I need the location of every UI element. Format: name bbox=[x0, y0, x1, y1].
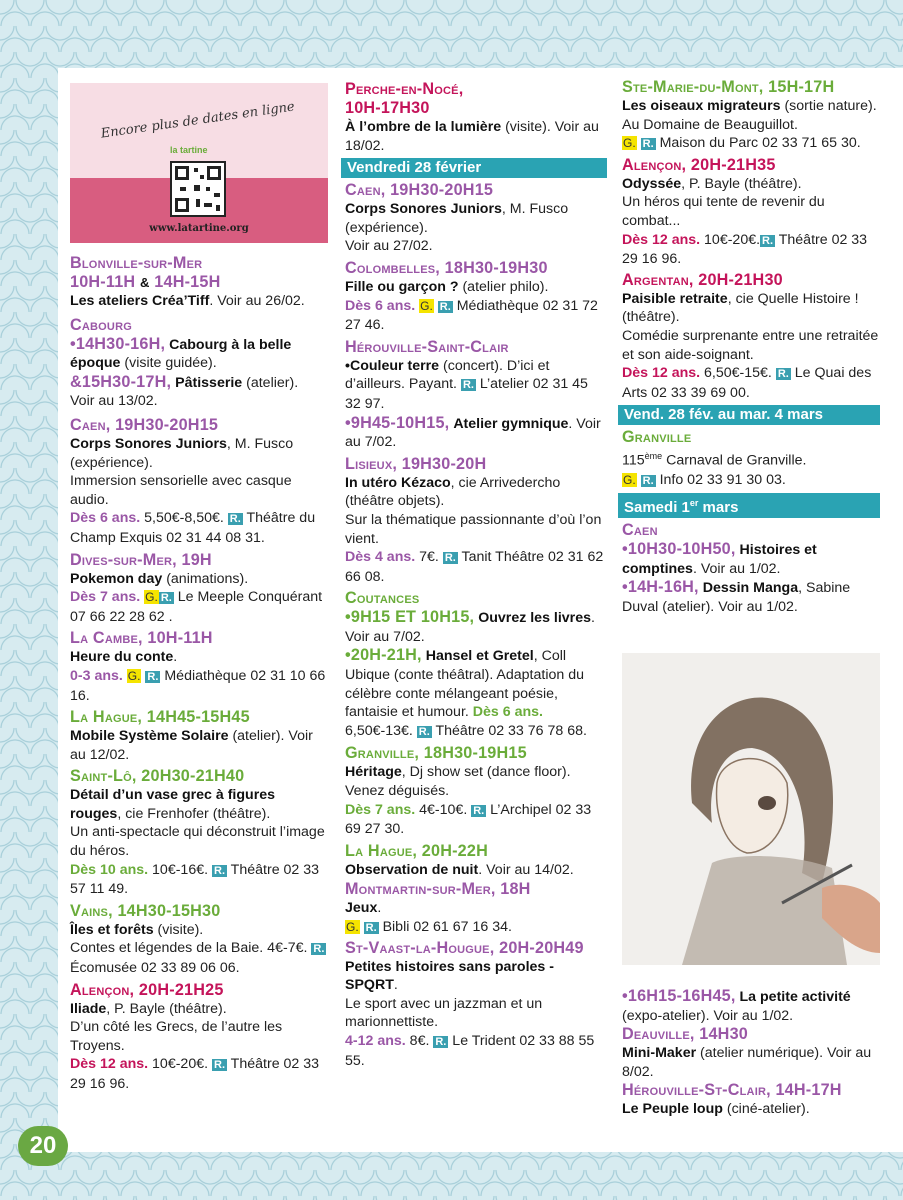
city-heading: Alençon, 20H-21H25 bbox=[70, 980, 224, 999]
event-title: Petites histoires sans paroles - SPQRT bbox=[345, 958, 554, 994]
age-label: Dès 7 ans. bbox=[70, 589, 141, 606]
time: •10H30-10H50, bbox=[622, 540, 736, 559]
venue: L’Archipel 02 33 69 27 30. bbox=[345, 801, 592, 838]
price: 7€. bbox=[415, 549, 439, 566]
price: 6,50€-13€. bbox=[345, 722, 413, 739]
superscript: er bbox=[689, 498, 699, 509]
price: 10€-20€. bbox=[700, 231, 761, 248]
event-text: D’un côté les Grecs, de l’autre les Troyens. bbox=[70, 1019, 283, 1054]
time: •16H15-16H45, bbox=[622, 987, 736, 1005]
date-band-saturday bbox=[618, 493, 880, 518]
event-deauville bbox=[622, 1025, 880, 1081]
reservation-badge: R. bbox=[777, 368, 789, 381]
city-heading: Coutances bbox=[345, 589, 420, 608]
free-badge: G. bbox=[127, 668, 141, 683]
venue: L’atelier 02 31 45 32 97. bbox=[345, 376, 588, 412]
manga-drawing-image bbox=[622, 653, 880, 965]
city-heading: Caen, 19H30-20H15 bbox=[70, 415, 219, 434]
city-heading: St-Vaast-la-Hougue, 20H-20H49 bbox=[345, 938, 584, 957]
event-title: Corps Sonores Juniors bbox=[70, 435, 227, 452]
city-heading: Hérouville-Saint-Clair bbox=[345, 337, 509, 356]
reservation-badge: R. bbox=[147, 670, 159, 683]
event-title: À l’ombre de la lumière bbox=[345, 119, 502, 135]
event-title: Iliade bbox=[70, 1000, 107, 1017]
price: 5,50€-8,50€. bbox=[140, 510, 224, 527]
event-title: Mobile Système Solaire bbox=[70, 728, 229, 745]
venue: Écomusée 02 33 89 06 06. bbox=[70, 960, 240, 977]
column-3 bbox=[622, 78, 880, 617]
time: •9H45-10H15, bbox=[345, 413, 450, 432]
event-text: , Coll Ubique (conte théâtral). Adaptation du célèbre conte mélangeant poésie, fantaisie et humour. bbox=[345, 648, 584, 721]
edition-number: 115 bbox=[622, 453, 645, 470]
event-title: Histoires et comptines bbox=[622, 542, 817, 577]
event-text: Contes et légendes de la Baie. 4€-7€. bbox=[70, 940, 308, 957]
city-heading: Granville, 18H30-19H15 bbox=[345, 744, 527, 763]
event-title: Le Peuple loup bbox=[622, 1101, 723, 1118]
time: &15H30-17H, bbox=[70, 372, 172, 391]
event-text: Immersion sensorielle avec casque audio. bbox=[70, 473, 292, 508]
event-title: Pâtisserie bbox=[175, 374, 243, 391]
event-text: , Dj show set (dance floor). Venez déguisés. bbox=[345, 764, 571, 800]
event-text: , cie Arrivedercho (théâtre objets). bbox=[345, 474, 561, 510]
time: •9H15 ET 10H15, bbox=[345, 608, 475, 627]
reservation-badge: R. bbox=[435, 1035, 447, 1048]
event-text: (visite). Voir au 18/02. bbox=[345, 119, 599, 154]
venue: Le Trident 02 33 88 55 55. bbox=[345, 1032, 595, 1069]
event-text: . Voir au 26/02. bbox=[209, 293, 305, 309]
city-heading: Ste-Marie-du-Mont, 15H-17H bbox=[622, 78, 835, 96]
event-title: Cabourg à la belle époque bbox=[70, 336, 292, 372]
event-text: Comédie surprenante entre une retraitée et son aide-soignant. bbox=[622, 327, 879, 363]
venue: Théâtre 02 33 29 16 96. bbox=[622, 231, 868, 268]
venue: Le Meeple Conquérant 07 66 22 28 62 . bbox=[70, 589, 323, 625]
city-heading: Vains, 14H30-15H30 bbox=[70, 901, 221, 920]
event-granville bbox=[345, 744, 607, 838]
venue: Médiathèque 02 31 10 66 16. bbox=[70, 667, 326, 704]
city-heading: La Cambe, 10H-11H bbox=[70, 629, 213, 648]
reservation-badge: R. bbox=[642, 474, 654, 487]
price: 10€-20€. bbox=[148, 1056, 209, 1073]
city-heading: Hérouville-St-Clair, 14H-17H bbox=[622, 1081, 842, 1100]
event-text: (expo-atelier). Voir au 1/02. bbox=[622, 1007, 794, 1024]
event-title: Paisible retraite bbox=[622, 290, 728, 307]
event-title: Héritage bbox=[345, 764, 402, 781]
event-text: , P. Bayle (théâtre). bbox=[681, 175, 802, 192]
event-colombelles bbox=[345, 259, 607, 335]
event-stvaast bbox=[345, 939, 607, 1071]
event-text: Voir au 13/02. bbox=[70, 393, 158, 410]
promo-tagline: Encore plus de dates en ligne bbox=[99, 99, 296, 142]
event-text: . Voir au 7/02. bbox=[345, 415, 601, 451]
event-text: (sortie nature). bbox=[780, 98, 877, 114]
city-heading: Cabourg bbox=[70, 315, 132, 334]
reservation-badge: R. bbox=[439, 300, 451, 313]
reservation-badge: R. bbox=[214, 1059, 225, 1072]
age-label: Dès 12 ans. bbox=[622, 231, 701, 248]
venue: Théâtre 02 33 57 11 49. bbox=[70, 861, 320, 898]
event-dives bbox=[70, 551, 330, 627]
venue: Info 02 33 91 30 03. bbox=[655, 471, 786, 488]
date-band-friday: Vendredi 28 février bbox=[341, 158, 607, 178]
event-title: Les ateliers Créa’Tiff bbox=[70, 293, 210, 309]
venue: Théâtre 02 33 29 16 96. bbox=[70, 1056, 320, 1092]
price: 8€. bbox=[405, 1032, 430, 1049]
event-text: (atelier). Voir au 12/02. bbox=[70, 728, 313, 763]
price: 4€-10€. bbox=[415, 801, 468, 818]
reservation-badge: R. bbox=[642, 138, 654, 151]
event-lacambe bbox=[70, 629, 330, 705]
free-badge: G. bbox=[623, 472, 636, 487]
event-lisieux bbox=[345, 455, 607, 587]
event-herouville bbox=[622, 1081, 880, 1119]
event-text: (atelier). bbox=[242, 374, 299, 391]
event-title: Fille ou garçon ? bbox=[345, 278, 459, 295]
reservation-badge: R. bbox=[214, 864, 225, 877]
city-heading: Montmartin-sur-Mer, 18H bbox=[345, 880, 531, 899]
city-heading: Alençon, 20H-21H35 bbox=[622, 155, 776, 174]
event-text: (atelier numérique). Voir au 8/02. bbox=[622, 1045, 872, 1080]
city-heading: Colombelles, 18H30-19H30 bbox=[345, 258, 548, 277]
event-title: Les oiseaux migrateurs bbox=[622, 98, 781, 114]
price: 6,50€-15€. bbox=[700, 365, 772, 382]
venue: Maison du Parc 02 33 71 65 30. bbox=[655, 135, 861, 152]
event-text: (atelier philo). bbox=[458, 278, 549, 295]
city-heading: Saint-Lô, 20H30-21H40 bbox=[70, 767, 245, 786]
page bbox=[58, 68, 903, 1152]
event-text: Un héros qui tente de revenir du combat... bbox=[622, 194, 825, 229]
event-granville bbox=[622, 428, 880, 490]
event-alencon bbox=[622, 156, 880, 269]
free-badge: G. bbox=[623, 136, 636, 151]
event-caen bbox=[70, 416, 330, 548]
band-text: mars bbox=[698, 499, 739, 517]
event-text: . bbox=[393, 977, 398, 994]
event-text: (animations). bbox=[162, 570, 249, 587]
reservation-badge: R. bbox=[313, 943, 325, 956]
event-title: •Couleur terre bbox=[345, 357, 440, 374]
event-text: (visite guidée). bbox=[120, 355, 217, 372]
city-heading: Lisieux, 19H30-20H bbox=[345, 454, 487, 473]
promo-logo: la tartine bbox=[170, 145, 208, 155]
free-badge: G. bbox=[420, 298, 433, 313]
event-text: . Voir au 14/02. bbox=[478, 861, 574, 878]
event-title: Jeux bbox=[345, 900, 378, 917]
city-heading: Caen bbox=[622, 521, 658, 540]
time: •14H-16H, bbox=[622, 578, 699, 597]
reservation-badge: R. bbox=[160, 592, 172, 605]
event-text: Un anti-spectacle qui déconstruit l’image du héros. bbox=[70, 824, 325, 860]
age-label: Dès 6 ans. bbox=[70, 510, 141, 527]
event-argentan bbox=[622, 271, 880, 403]
event-text: , cie Frenhofer (théâtre). bbox=[117, 805, 271, 822]
event-text: . bbox=[173, 649, 178, 666]
column-3-bottom bbox=[622, 987, 880, 1119]
event-title: Observation de nuit bbox=[345, 861, 479, 878]
event-text: , M. Fusco (expérience). bbox=[70, 435, 294, 471]
age-label: Dès 6 ans. bbox=[345, 297, 416, 314]
age-label: Dès 12 ans. bbox=[622, 365, 701, 382]
event-title: Îles et forêts bbox=[70, 921, 154, 938]
event-title: La petite activité bbox=[739, 989, 851, 1005]
page-number: 20 bbox=[18, 1126, 68, 1166]
event-text: Au Domaine de Beauguillot. bbox=[622, 116, 798, 133]
city-heading: Argentan, 20H-21H30 bbox=[622, 270, 783, 289]
event-blonville bbox=[70, 254, 330, 311]
event-vains bbox=[70, 902, 330, 978]
event-title: Odyssée bbox=[622, 175, 682, 192]
promo-url[interactable]: www.latartine.org bbox=[149, 223, 249, 234]
superscript: ème bbox=[644, 451, 663, 462]
time: •20H-21H, bbox=[345, 646, 422, 665]
age-label: Dès 12 ans. bbox=[70, 1056, 149, 1073]
event-title: In utéro Kézaco bbox=[345, 474, 451, 491]
event-saintlo bbox=[70, 767, 330, 899]
event-title: Ouvrez les livres bbox=[478, 610, 591, 627]
event-text: (concert). D’ici et d’ailleurs. Payant. bbox=[345, 357, 550, 393]
event-stemarie bbox=[622, 78, 880, 154]
promo-banner[interactable] bbox=[70, 83, 328, 243]
event-text: , Sabine Duval (atelier). Voir au 1/02. bbox=[622, 580, 851, 616]
event-text: . Voir au 1/02. bbox=[692, 560, 781, 577]
venue: Médiathèque 02 31 72 27 46. bbox=[345, 297, 598, 334]
age-label: Dès 10 ans. bbox=[70, 861, 149, 878]
event-title: Détail d’un vase grec à figures rouges bbox=[70, 787, 276, 822]
event-text: , cie Quelle Histoire ! (théâtre). bbox=[622, 290, 859, 326]
reservation-badge: R. bbox=[462, 379, 474, 392]
event-lahague bbox=[70, 708, 330, 764]
city-heading: Perche-en-Nocé, bbox=[345, 80, 464, 98]
time: •14H30-16H, bbox=[70, 334, 166, 353]
time: 10H-17H30 bbox=[345, 99, 430, 117]
event-perche bbox=[345, 80, 607, 155]
age-label: Dès 7 ans. bbox=[345, 801, 416, 818]
event-text: (visite). bbox=[153, 921, 204, 938]
age-label: Dès 4 ans. bbox=[345, 549, 416, 566]
qr-code-icon[interactable] bbox=[170, 161, 226, 217]
city-heading: Caen, 19H30-20H15 bbox=[345, 181, 494, 200]
column-2 bbox=[345, 80, 607, 1070]
city-heading: La Hague, 20H-22H bbox=[345, 841, 488, 860]
price: 10€-16€. bbox=[148, 861, 209, 878]
age-label: 4-12 ans. bbox=[345, 1032, 406, 1049]
event-text: Carnaval de Granville. bbox=[662, 453, 807, 470]
event-alencon bbox=[70, 981, 330, 1094]
event-caen bbox=[622, 521, 880, 616]
event-text: Le sport avec un jazzman et un marionnettiste. bbox=[345, 995, 543, 1031]
city-heading: Granville bbox=[622, 428, 692, 447]
city-heading: Deauville, 14H30 bbox=[622, 1025, 748, 1044]
reservation-badge: R. bbox=[762, 234, 774, 247]
date-band-carnaval: Vend. 28 fév. au mar. 4 mars bbox=[618, 405, 880, 425]
free-badge: G. bbox=[346, 920, 359, 934]
event-text: . bbox=[377, 900, 382, 917]
event-herouville bbox=[345, 338, 607, 452]
venue: Bibli 02 61 67 16 34. bbox=[378, 919, 512, 935]
event-title: Mini-Maker bbox=[622, 1045, 697, 1062]
event-cabourg bbox=[70, 316, 330, 411]
event-caen-cont bbox=[622, 987, 880, 1025]
band-text: Samedi 1 bbox=[624, 499, 690, 517]
event-caen bbox=[345, 181, 607, 256]
time: 10H-11H bbox=[70, 273, 136, 291]
venue: Tanit Théâtre 02 31 62 66 08. bbox=[345, 549, 604, 585]
event-text: , P. Bayle (théâtre). bbox=[106, 1000, 227, 1017]
time: 14H-15H bbox=[154, 273, 221, 291]
city-heading: Dives-sur-Mer, 19H bbox=[70, 550, 212, 569]
venue: Théâtre 02 33 76 78 68. bbox=[431, 722, 587, 739]
venue: Le Quai des Arts 02 33 39 69 00. bbox=[622, 365, 872, 401]
ampersand: & bbox=[140, 275, 150, 290]
event-text: (ciné-atelier). bbox=[722, 1101, 810, 1118]
column-1 bbox=[70, 254, 330, 1094]
reservation-badge: R. bbox=[365, 922, 377, 934]
event-text: , M. Fusco (expérience). bbox=[345, 201, 569, 236]
city-heading: La Hague, 14H45-15H45 bbox=[70, 708, 250, 727]
event-text: . Voir au 7/02. bbox=[345, 610, 595, 645]
city-heading: Blonville-sur-Mer bbox=[70, 254, 203, 272]
reservation-badge: R. bbox=[444, 552, 456, 565]
event-title: Hansel et Gretel bbox=[425, 648, 534, 665]
free-badge: G. bbox=[145, 590, 158, 605]
venue: Théâtre du Champ Exquis 02 31 44 08 31. bbox=[70, 510, 316, 546]
reservation-badge: R. bbox=[418, 725, 430, 738]
event-title: Dessin Manga bbox=[702, 580, 799, 597]
event-title: Corps Sonores Juniors bbox=[345, 201, 502, 218]
event-text: Sur la thématique passionnante d’où l’on vient. bbox=[345, 511, 602, 547]
age-label: 0-3 ans. bbox=[70, 667, 123, 684]
event-title: Atelier gymnique bbox=[453, 415, 569, 432]
event-montmartin bbox=[345, 880, 607, 937]
event-coutances bbox=[345, 589, 607, 741]
event-title: Heure du conte bbox=[70, 649, 174, 666]
event-text: Voir au 27/02. bbox=[345, 238, 433, 255]
event-title: Pokemon day bbox=[70, 570, 163, 587]
reservation-badge: R. bbox=[229, 513, 241, 526]
age-label: Dès 6 ans. bbox=[472, 704, 543, 721]
event-lahague bbox=[345, 842, 607, 880]
reservation-badge: R. bbox=[473, 804, 485, 817]
